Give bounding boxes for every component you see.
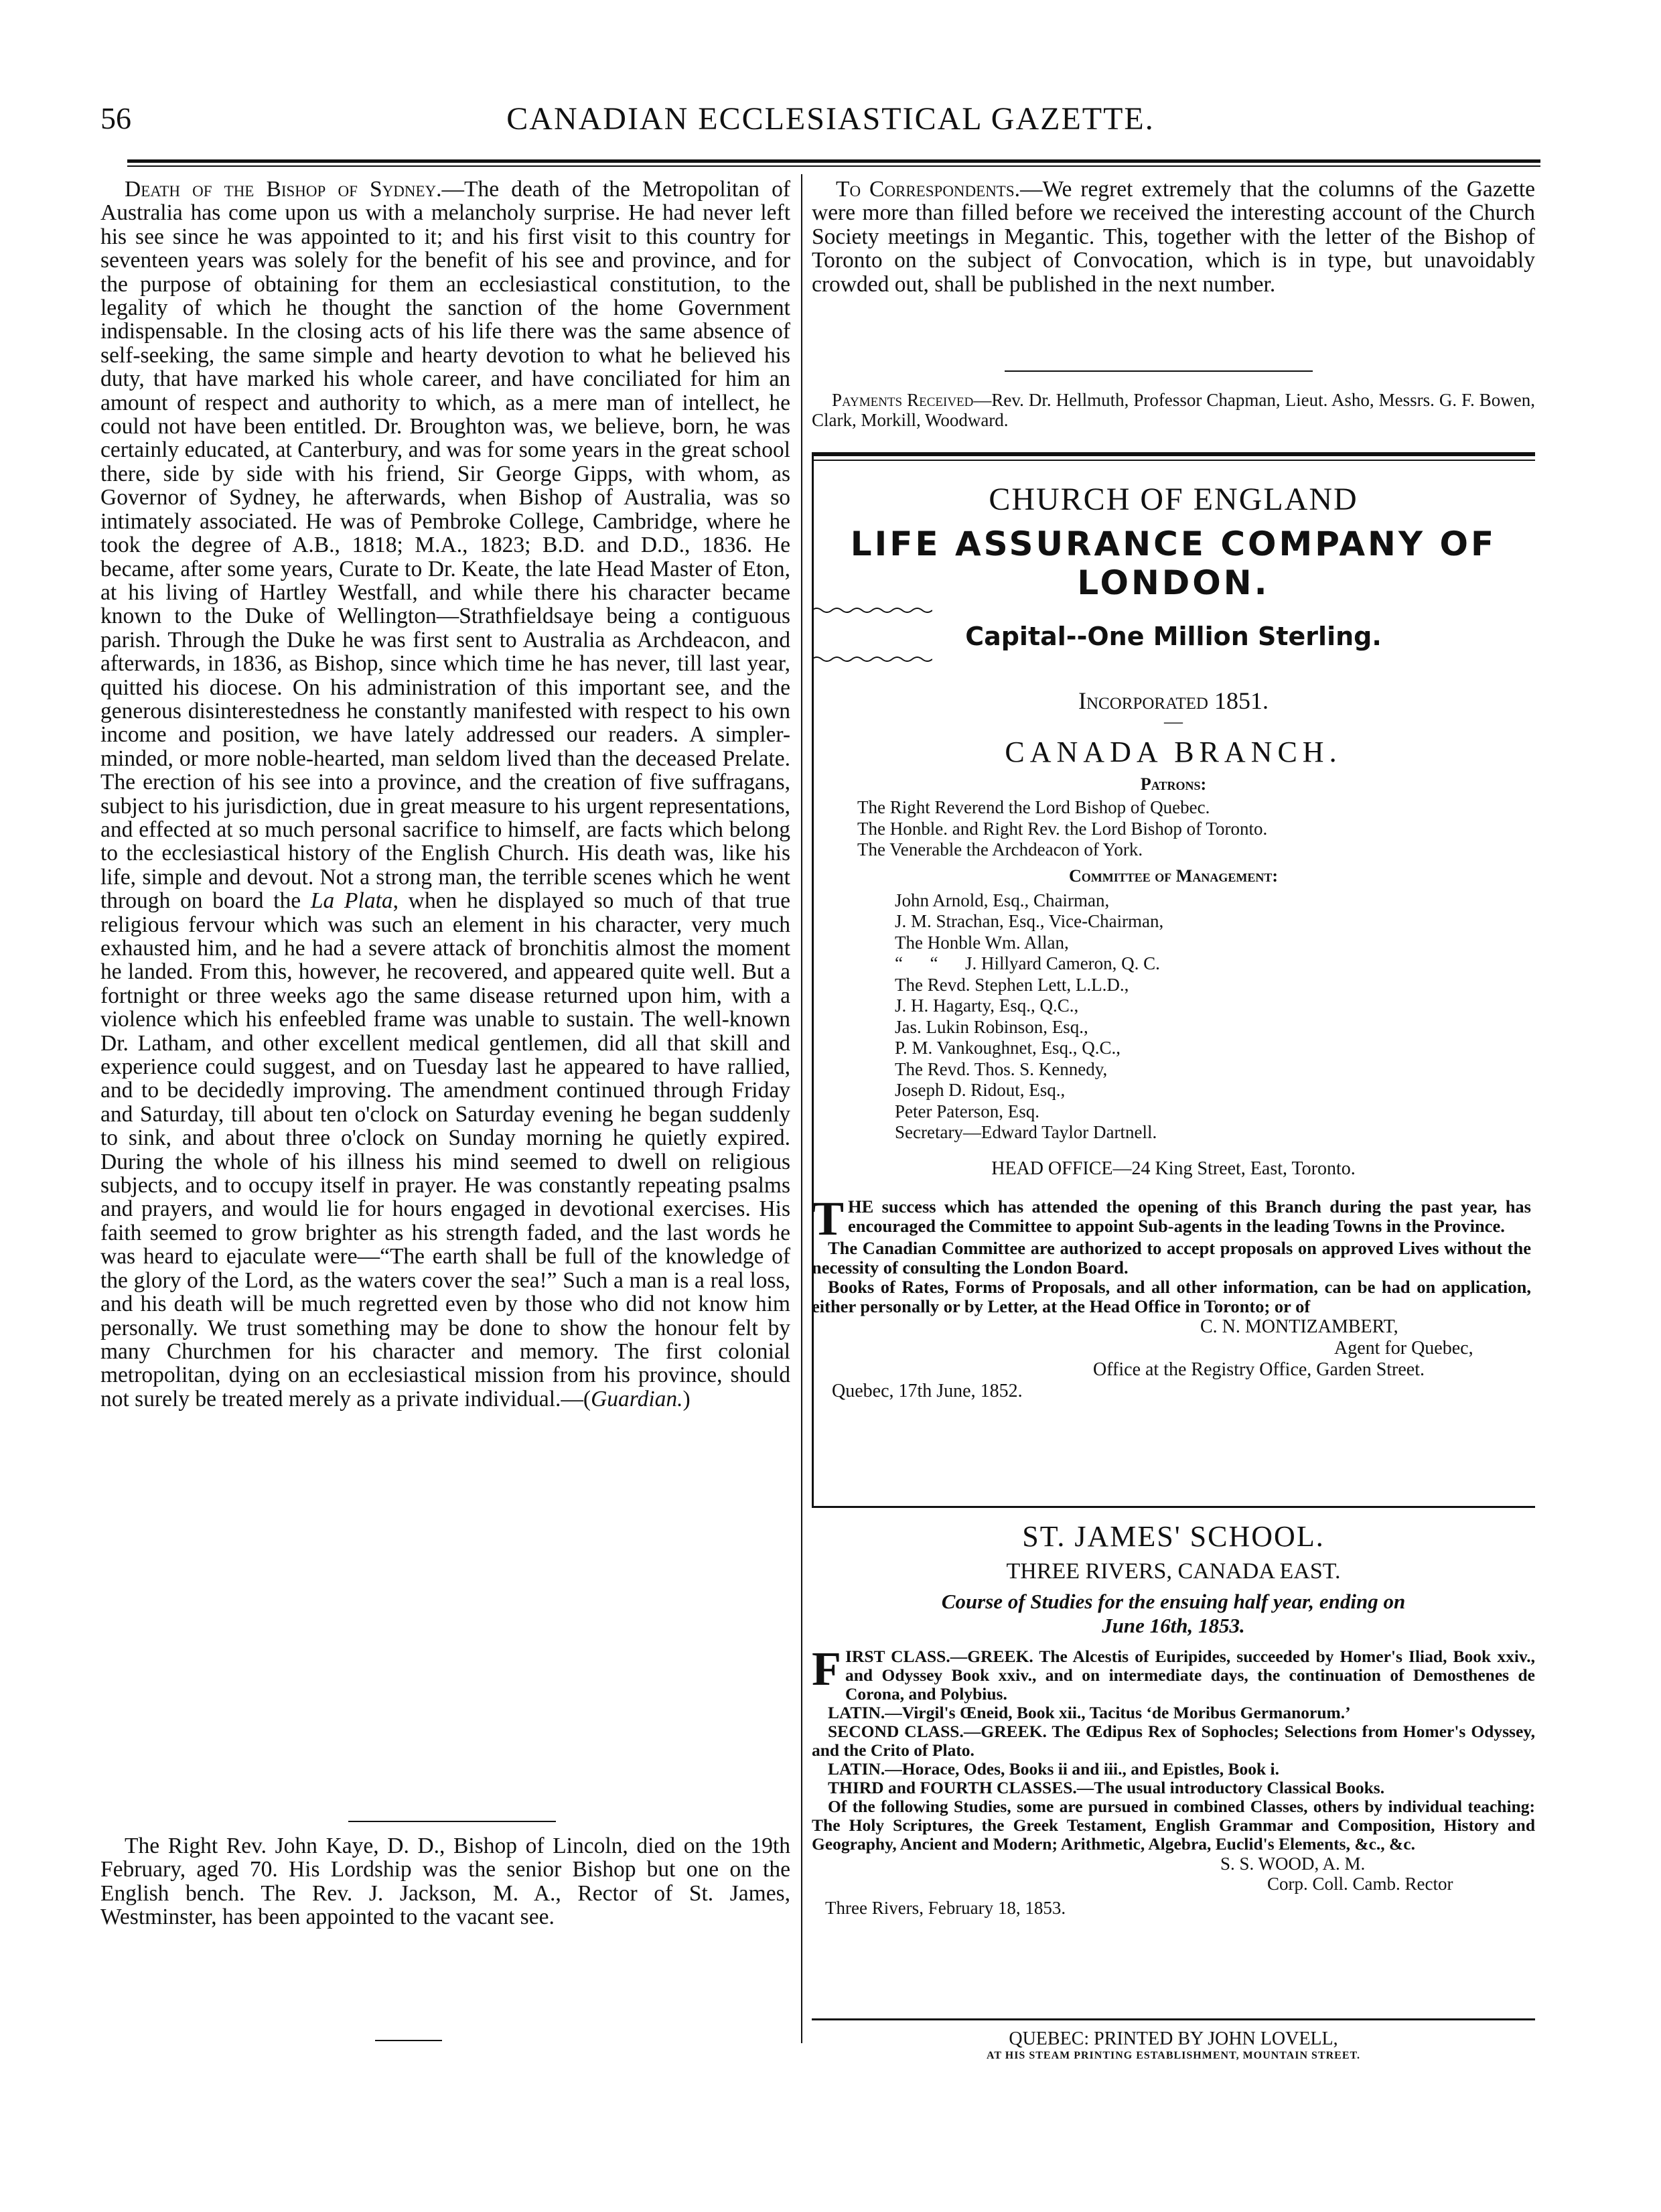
payments-body: —Rev. Dr. Hellmuth, Professor Chapman, Lieut. Asho, Messrs. G. F. Bowen, Clark, Morkill, Woodward. [812, 390, 1535, 430]
school-course-date: June 16th, 1853. [1102, 1614, 1245, 1637]
ad-top-rule [812, 452, 1535, 456]
school-body [812, 1642, 1535, 1854]
ad-title-company: LIFE ASSURANCE COMPANY OF LONDON. [850, 525, 1497, 602]
first-class-greek: IRST CLASS.—GREEK. The Alcestis of Euripides, succeeded by Homer's Iliad, Book xxiv., and Odyssey Book xxiv., and on intermediate days, the continuation of Demosthenes de Corona, and Polybius. [845, 1647, 1535, 1704]
ad-paragraph: The Canadian Committee are authorized to accept proposals on approved Lives without the necessity of consulting the London Board. [812, 1237, 1531, 1277]
page-number: 56 [100, 101, 131, 135]
article-body-continued: , when he displayed so much of that true religious fervour which was such an element in his character, very much exhausted him, and he had a severe attack of bronchitis almost the moment he landed. From this, however, he recovered, and appeared quite well. But a fortnight or three weeks ago the same disease returned upon him, with a violence which his enfeebled frame was unable to sustain. The well-known Dr. Latham, and other excellent medical gentlemen, did all that skill and experience could suggest, and on Tuesday last he appeared to have rallied, and to be decidedly improving. The amendment continued through Friday and Saturday, till about ten o'clock on Saturday evening he began suddenly to sink, and about three o'clock on Sunday morning he quietly expired. During the whole of his illness his mind seemed to dwell on religious subjects, and to occupy itself in prayer. He was constantly repeating psalms and prayers, and would lie for hours engaged in devotional exercises. His faith seemed to grow brighter as his strength faded, and the last words he was heard to ejaculate were—“The earth shall be full of the knowledge of the glory of the Lord, as the waters cover the sea!” Such a man is a real loss, and his death will be much regretted even by those who did not know him personally. We trust something may be done to show the honour felt by many Churchmen for his character and memory. The first colonial metropolitan, dying on an ecclesiastical mission from his province, should not surely be treated merely as a private individual.—( [100, 888, 791, 1411]
gazette-masthead: CANADIAN ECCLESIASTICAL GAZETTE. [506, 101, 1155, 137]
payments-heading: Payments Received [832, 390, 974, 410]
ad-dash: — [1164, 711, 1183, 732]
committee-member: The Revd. Thos. S. Kennedy, [895, 1058, 1108, 1079]
school-signer: S. S. WOOD, A. M. [1220, 1854, 1366, 1874]
article-body: —The death of the Metropolitan of Australia has come upon us with a melancholy surprise. He had never left his see since he was appointed to it; and his first visit to this country for seventeen years was solely for the benefit of his see and province, and for the purpose of obtaining for them an ecclesiastical constitution, to the legality of which he thought the sanction of the home Government indispensable. In the closing acts of his life there was the same absence of self-seeking, the same simple and hearty devotion to what he believed his duty, that have marked his whole career, and have conciliated for him an amount of respect and authority to which, as a mere man of intellect, he could not have been entitled. Dr. Broughton was, we believe, born, he was certainly educated, at Canterbury, and was for some years in the great school there, side by side with his friend, Sir George Gipps, with whom, as Governor of Sydney, he afterwards, when Bishop of Australia, was so intimately associated. He was of Pembroke College, Cambridge, where he took the degree of A.B., 1818; M.A., 1823; B.D. and D.D., 1836. He became, after some years, Curate to Dr. Keate, the late Head Master of Eton, at his living of Hartley Westfall, and while there his character became known to the Duke of Wellington—Strathfieldsaye being a contiguous parish. Through the Duke he was first sent to Australia as Archdeacon, and afterwards, in 1836, as Bishop, since which time he has never, till last year, quitted his diocese. On his administration of this important see, and the generous disinterestedness he constantly manifested with respect to his own income and position, we have lately addressed our readers. A simpler-minded, or more noble-hearted, man seldom lived than the deceased Prelate. The erection of his see into a province, and the creation of five suffragans, subject to his jurisdiction, due in great measure to his urgent representations, and effected at so much personal sacrifice to himself, are facts which belong to the ecclesiastical history of the English Church. His death was, like his life, simple and devout. Not a strong man, the terrible scenes which he went through on board the [100, 177, 790, 914]
school-date: Three Rivers, February 18, 1853. [825, 1898, 1066, 1918]
patron-entry: The Honble. and Right Rev. the Lord Bishop of Toronto. [857, 818, 1268, 839]
header-rule-thin [127, 165, 1540, 167]
article-death-of-bishop [100, 178, 790, 1411]
printer-imprint [812, 2028, 1535, 2062]
second-class-greek: SECOND CLASS.—GREEK. The Œdipus Rex of Sophocles; Selections from Homer's Odyssey, and the Crito of Plato. [812, 1722, 1535, 1760]
printer-establishment: AT HIS STEAM PRINTING ESTABLISHMENT, MOUNTAIN STREET. [987, 2050, 1360, 2061]
left-end-mark [375, 2040, 442, 2041]
agent-title: Agent for Quebec, [1334, 1337, 1473, 1359]
ad-body [812, 1191, 1535, 1316]
wavy-ornament [812, 655, 932, 663]
agent-name: C. N. MONTIZAMBERT, [1200, 1316, 1398, 1337]
ad-top-rule-thin [812, 460, 1535, 461]
committee-member: Jas. Lukin Robinson, Esq., [895, 1016, 1088, 1037]
column-divider [801, 174, 802, 2043]
ship-name: La Plata [310, 888, 393, 914]
printer-line: QUEBEC: PRINTED BY JOHN LOVELL, [1009, 2028, 1338, 2049]
patron-entry: The Venerable the Archdeacon of York. [857, 839, 1143, 859]
school-signature [812, 1854, 1535, 1918]
ad-bottom-rule [812, 1506, 1535, 1508]
correspondents-heading: To Correspondents. [836, 177, 1021, 202]
correspondents-body: —We regret extremely that the columns of the Gazette were more than filled before we received the interesting account of the Church Society meetings in Megantic. This, together with the letter of the Bishop of Toronto on the subject of Convocation, which is in type, but unavoidably crowded out, shall be published in the next number. [812, 177, 1535, 297]
committee-member: The Honble Wm. Allan, [895, 932, 1069, 953]
school-advertisement [812, 1519, 1535, 1918]
school-title: ST. JAMES' SCHOOL. [1022, 1520, 1325, 1553]
second-class-latin: LATIN.—Horace, Odes, Books ii and iii., and Epistles, Book i. [828, 1759, 1279, 1779]
committee-member: John Arnold, Esq., Chairman, [895, 890, 1110, 910]
article-separator [348, 1821, 556, 1822]
ad-capital: Capital--One Million Sterling. [965, 622, 1382, 651]
article-source: Guardian. [591, 1386, 683, 1411]
school-signer-title: Corp. Coll. Camb. Rector [1267, 1874, 1453, 1894]
ad-canada-branch: CANADA BRANCH. [1005, 736, 1342, 768]
insurance-advertisement [812, 481, 1535, 1402]
article-close: ) [682, 1386, 691, 1411]
committee-member: “ “ J. Hillyard Cameron, Q. C. [895, 953, 1160, 973]
ad-patrons-label: Patrons: [1140, 774, 1207, 794]
ad-agent-block [812, 1316, 1535, 1402]
article-heading: Death of the Bishop of Sydney. [125, 177, 442, 202]
committee-member: Peter Paterson, Esq. [895, 1101, 1039, 1121]
school-course: Course of Studies for the ensuing half year, ending on [941, 1590, 1406, 1613]
committee-member: The Revd. Stephen Lett, L.L.D., [895, 974, 1129, 995]
third-fourth-class: THIRD and FOURTH CLASSES.—The usual introductory Classical Books. [828, 1778, 1385, 1797]
notice-separator [1005, 370, 1313, 372]
article2-text: The Right Rev. John Kaye, D. D., Bishop of Lincoln, died on the 19th February, aged 70. His Lordship was the senior Bishop but one on the English bench. The Rev. J. Jackson, M. A., Rector of St. James, Westminster, has been appointed to the vacant see. [100, 1834, 790, 1930]
school-studies: Of the following Studies, some are pursued in combined Classes, others by individual teaching: The Holy Scriptures, the Greek Testament, English Grammar and Composition, History and Geography, Ancient and Modern; Arithmetic, Algebra, Euclid's Elements, &c., &c. [812, 1797, 1535, 1854]
committee-member: J. M. Strachan, Esq., Vice-Chairman, [895, 911, 1164, 931]
school-location: THREE RIVERS, CANADA EAST. [1006, 1559, 1341, 1584]
ad-date: Quebec, 17th June, 1852. [832, 1380, 1023, 1401]
ad-head-office: HEAD OFFICE—24 King Street, East, Toronto. [991, 1158, 1356, 1179]
wavy-ornament [812, 606, 932, 614]
committee-list [895, 890, 1535, 1144]
drop-cap: T [812, 1191, 845, 1245]
ad-committee-label: Committee of Management: [1069, 866, 1278, 886]
drop-cap: F [812, 1642, 841, 1696]
committee-member: Secretary—Edward Taylor Dartnell. [895, 1122, 1157, 1142]
payments-received [812, 390, 1535, 430]
article-bishop-lincoln [100, 1834, 790, 1929]
printer-rule [812, 2018, 1535, 2020]
ad-title-church: CHURCH OF ENGLAND [989, 482, 1358, 517]
agent-office: Office at the Registry Office, Garden Street. [1093, 1359, 1425, 1380]
to-correspondents-notice [812, 178, 1535, 296]
ad-paragraph: Books of Rates, Forms of Proposals, and all other information, can be had on application, either personally or by Letter, at the Head Office in Toronto; or of [812, 1276, 1531, 1316]
ad-paragraph: HE success which has attended the opening of this Branch during the past year, has encouraged the Committee to appoint Sub-agents in the leading Towns in the Province. [848, 1196, 1531, 1236]
ad-incorporated: Incorporated 1851. [1078, 687, 1269, 714]
patrons-list [857, 797, 1535, 861]
first-class-latin: LATIN.—Virgil's Œneid, Book xii., Tacitus ‘de Moribus Germanorum.’ [828, 1703, 1351, 1722]
committee-member: P. M. Vankoughnet, Esq., Q.C., [895, 1038, 1121, 1058]
header-rule [127, 159, 1540, 163]
patron-entry: The Right Reverend the Lord Bishop of Quebec. [857, 797, 1210, 817]
committee-member: J. H. Hagarty, Esq., Q.C., [895, 995, 1079, 1016]
committee-member: Joseph D. Ridout, Esq., [895, 1080, 1066, 1100]
